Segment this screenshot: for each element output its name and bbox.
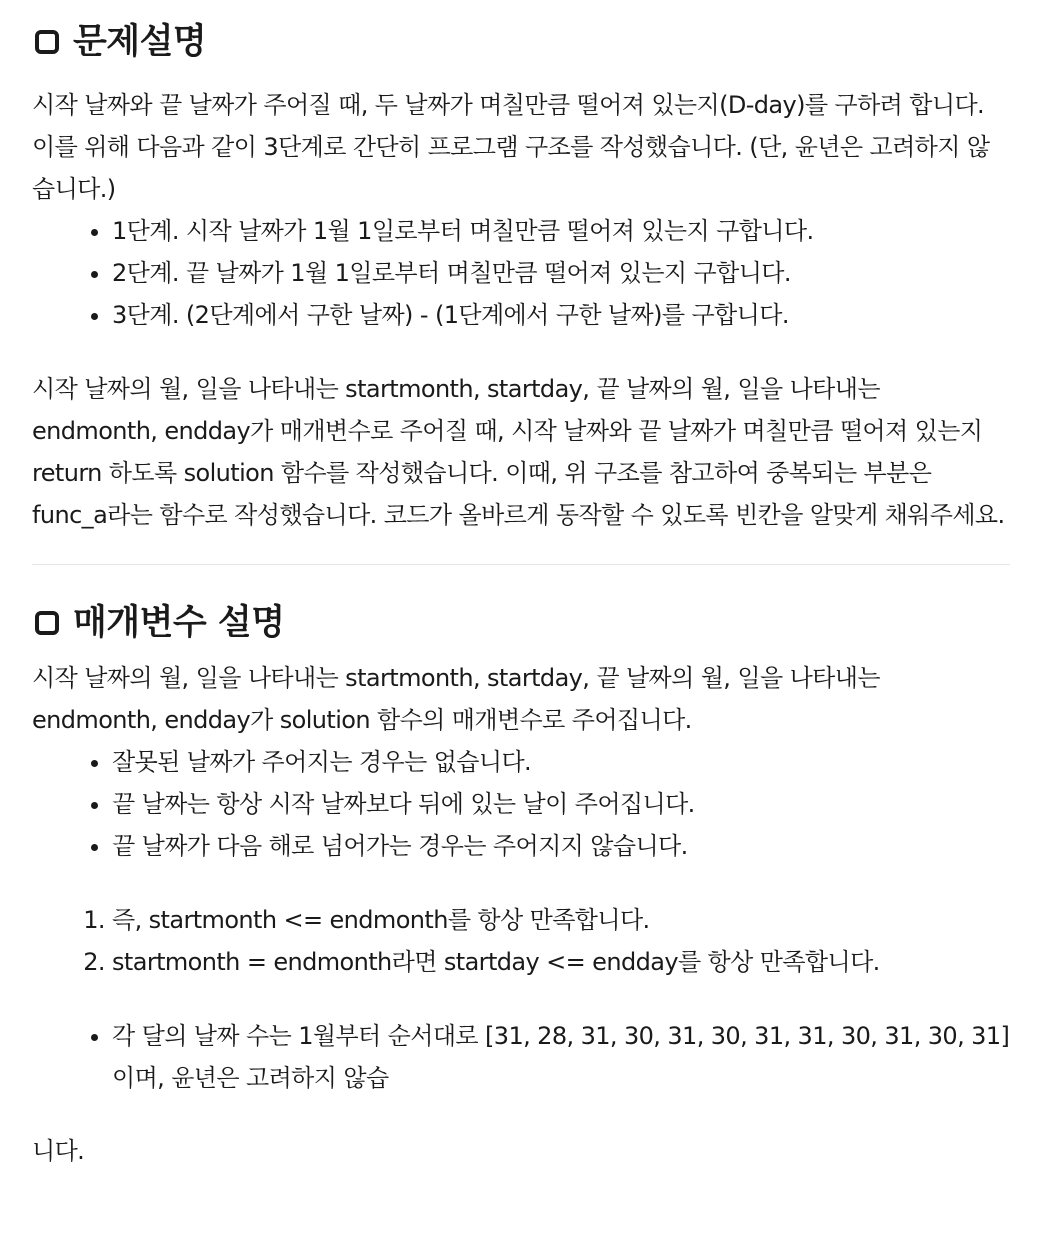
step-list: [32, 210, 1010, 336]
constraint-list: [32, 741, 1010, 867]
list-item: • 3단계. (2단계에서 구한 날짜) - (1단계에서 구한 날짜)를 구합니다.: [112, 294, 1010, 336]
list-item: • 1단계. 시작 날짜가 1월 1일로부터 며칠만큼 떨어져 있는지 구합니다.: [112, 210, 1010, 252]
spacer: [32, 867, 1010, 899]
days-per-month-list: [32, 1015, 1010, 1099]
parameter-description-title: 매개변수 설명: [73, 603, 285, 643]
list-item: • 잘못된 날짜가 주어지는 경우는 없습니다.: [112, 741, 1010, 783]
list-item: 1. 즉, startmonth <= endmonth를 항상 만족합니다.: [112, 899, 1010, 941]
parameter-intro: 시작 날짜의 월, 일을 나타내는 startmonth, startday, 끝 날짜의 월, 일을 나타내는 endmonth, endday가 solution 함수의 매개변수로 주어집니다.: [32, 664, 880, 734]
list-item: • 각 달의 날짜 수는 1월부터 순서대로 [31, 28, 31, 30, 31, 30, 31, 31, 30, 31, 30, 31] 이며, 윤년은 고려하지 않습: [112, 1015, 1010, 1099]
list-item: • 2단계. 끝 날짜가 1월 1일로부터 며칠만큼 떨어져 있는지 구합니다.: [112, 252, 1010, 294]
trailing-text: 니다.: [32, 1137, 85, 1165]
spacer: [32, 983, 1010, 1015]
spacer: [32, 336, 1010, 368]
parameter-description-heading: [32, 595, 1010, 651]
problem-body: 시작 날짜의 월, 일을 나타내는 startmonth, startday, 끝 날짜의 월, 일을 나타내는 endmonth, endday가 매개변수로 주어질 때, 시작 날짜와 끝 날짜가 며칠만큼 떨어져 있는지 return 하도록 solution 함수를 작성했습니다. 이때, 위 구조를 참고하여 중복되는 부분은 func_a라는 함수로 작성했습니다. 코드가 올바르게 동작할 수 있도록 빈칸을 알맞게 채워주세요.: [32, 375, 1005, 529]
list-item: 2. startmonth = endmonth라면 startday <= endday를 항상 만족합니다.: [112, 941, 1010, 983]
checkbox-icon: [35, 611, 59, 635]
numbered-constraint-list: [32, 899, 1010, 983]
problem-description-heading: [32, 14, 1010, 70]
list-item: • 끝 날짜가 다음 해로 넘어가는 경우는 주어지지 않습니다.: [112, 825, 1010, 867]
problem-intro: 시작 날짜와 끝 날짜가 주어질 때, 두 날짜가 며칠만큼 떨어져 있는지(D-day)를 구하려 합니다. 이를 위해 다음과 같이 3단계로 간단히 프로그램 구조를 작성했습니다. (단, 윤년은 고려하지 않습니다.): [32, 91, 990, 203]
problem-description-title: 문제설명: [73, 22, 207, 62]
section-divider: [32, 564, 1010, 565]
checkbox-icon: [35, 30, 59, 54]
list-item: • 끝 날짜는 항상 시작 날짜보다 뒤에 있는 날이 주어집니다.: [112, 783, 1010, 825]
